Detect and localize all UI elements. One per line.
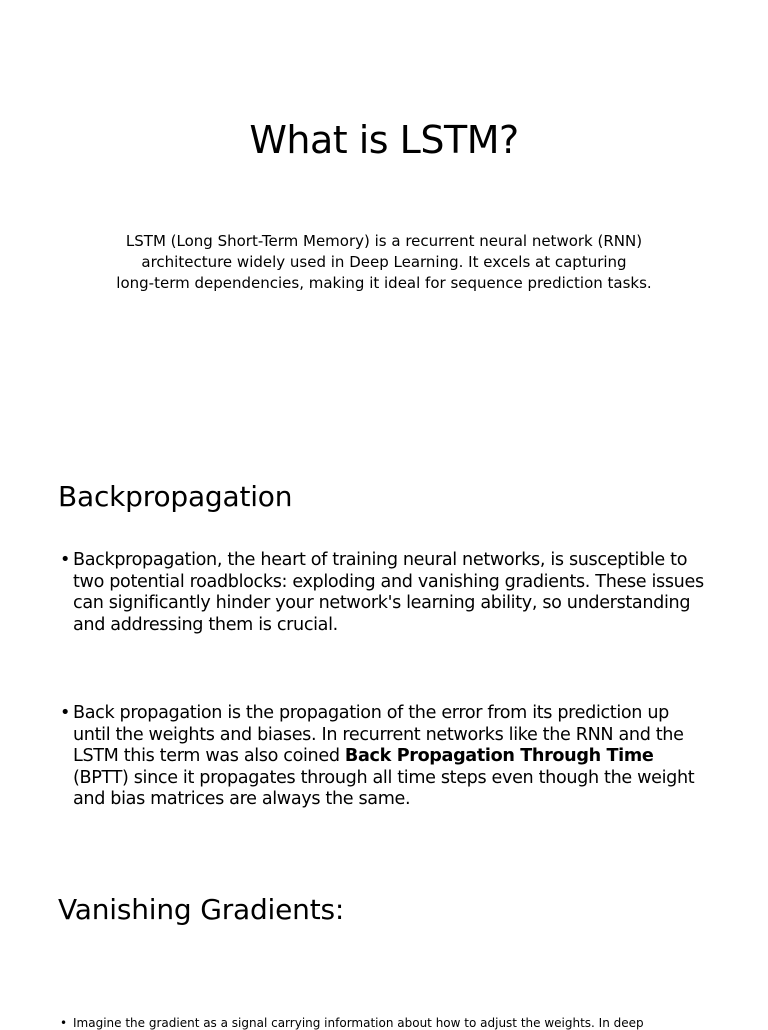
subtitle-line: long-term dependencies, making it ideal for sequence prediction tasks. xyxy=(116,274,652,292)
slide-title: What is LSTM? xyxy=(249,118,519,162)
slide-vanishing-gradients xyxy=(0,855,768,1030)
bullet-glyph: • xyxy=(60,1016,68,1030)
bullet-text xyxy=(60,703,710,811)
bullet-bold-term: Back Propagation Through Time xyxy=(344,746,654,767)
bullet-text-before: Back propagation is the propagation of the error from its prediction up until the weights and biases. In recurrent networks like the RNN and the LSTM this term was also coined xyxy=(73,703,684,767)
slide-backpropagation xyxy=(0,440,768,855)
slide-subtitle xyxy=(84,231,684,294)
slide-what-is-lstm xyxy=(0,0,768,440)
bullet-glyph: • xyxy=(60,703,71,723)
bullet-text: Imagine the gradient as a signal carrying information about how to adjust the weights. In deep xyxy=(73,1016,644,1030)
bullet-text-after: (BPTT) since it propagates through all time steps even though the weight and bias matrices are always the same. xyxy=(73,767,695,810)
subtitle-line: LSTM (Long Short-Term Memory) is a recurrent neural network (RNN) xyxy=(125,232,643,250)
bullet-glyph: • xyxy=(60,550,71,570)
subtitle-line: architecture widely used in Deep Learning. It excels at capturing xyxy=(141,253,627,271)
bullet-item xyxy=(60,550,710,636)
bullet-text: Backpropagation, the heart of training neural networks, is susceptible to two potential roadblocks: exploding and vanishing gradients. These issues can significantly hinder your network's learning ability, so understanding and addressing them is crucial. xyxy=(73,550,704,635)
section-heading: Vanishing Gradients: xyxy=(58,893,345,926)
bullet-item xyxy=(60,1016,710,1030)
bullet-item xyxy=(60,703,710,811)
section-heading: Backpropagation xyxy=(58,480,293,513)
